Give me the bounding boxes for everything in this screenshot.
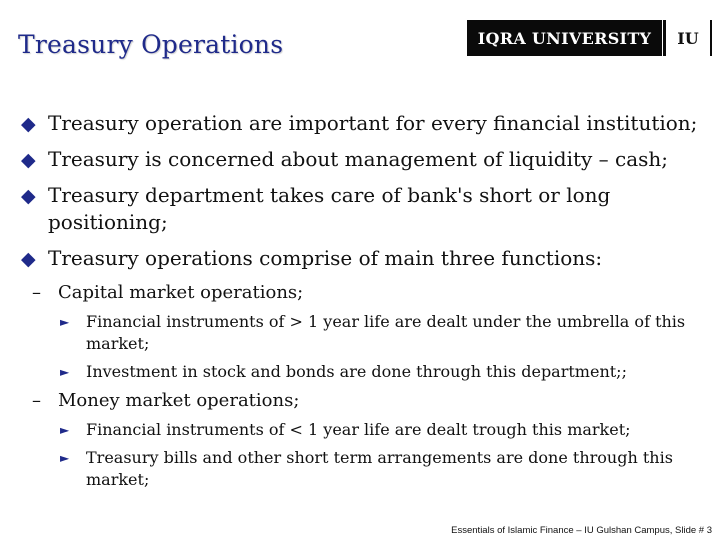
slide-content [22,110,712,497]
triangle-bullet-icon: ► [60,315,70,329]
sub-sub-bullet-item [60,361,712,383]
bullet-item [22,110,712,137]
sub-bullet-item [32,281,712,305]
bullet-text: Treasury operation are important for every financial institution; [48,111,698,135]
diamond-bullet-icon: ◆ [21,248,36,270]
sub-bullet-text: Capital market operations; [58,282,304,303]
dash-bullet-icon: – [32,390,41,411]
diamond-bullet-icon: ◆ [21,149,36,171]
sub-bullet-text: Money market operations; [58,390,300,411]
bullet-item [22,146,712,173]
bullet-item [22,182,712,236]
sub-sub-bullet-item [60,311,712,355]
triangle-bullet-icon: ► [60,365,70,379]
slide-title: Treasury Operations [18,30,284,59]
sub-sub-bullet-text: Treasury bills and other short term arrangements are done through this market; [86,448,673,489]
sub-sub-bullet-item [60,447,712,491]
university-logo-abbrev: IU [663,20,712,56]
triangle-bullet-icon: ► [60,423,70,437]
bullet-text: Treasury department takes care of bank's short or long positioning; [48,183,611,234]
sub-sub-bullet-text: Financial instruments of > 1 year life are dealt under the umbrella of this market; [86,312,686,353]
university-logo: IQRA UNIVERSITY [467,20,662,56]
sub-bullet-item [32,389,712,413]
sub-sub-bullet-item [60,419,712,441]
diamond-bullet-icon: ◆ [21,185,36,207]
triangle-bullet-icon: ► [60,451,70,465]
bullet-text: Treasury operations comprise of main three functions: [48,246,603,270]
bullet-item [22,245,712,272]
sub-sub-bullet-text: Financial instruments of < 1 year life are dealt trough this market; [86,420,631,439]
bullet-text: Treasury is concerned about management of liquidity – cash; [48,147,669,171]
diamond-bullet-icon: ◆ [21,113,36,135]
dash-bullet-icon: – [32,282,41,303]
sub-sub-bullet-text: Investment in stock and bonds are done through this department;; [86,362,627,381]
slide-footer: Essentials of Islamic Finance – IU Gulshan Campus, Slide # 3 [451,525,712,536]
